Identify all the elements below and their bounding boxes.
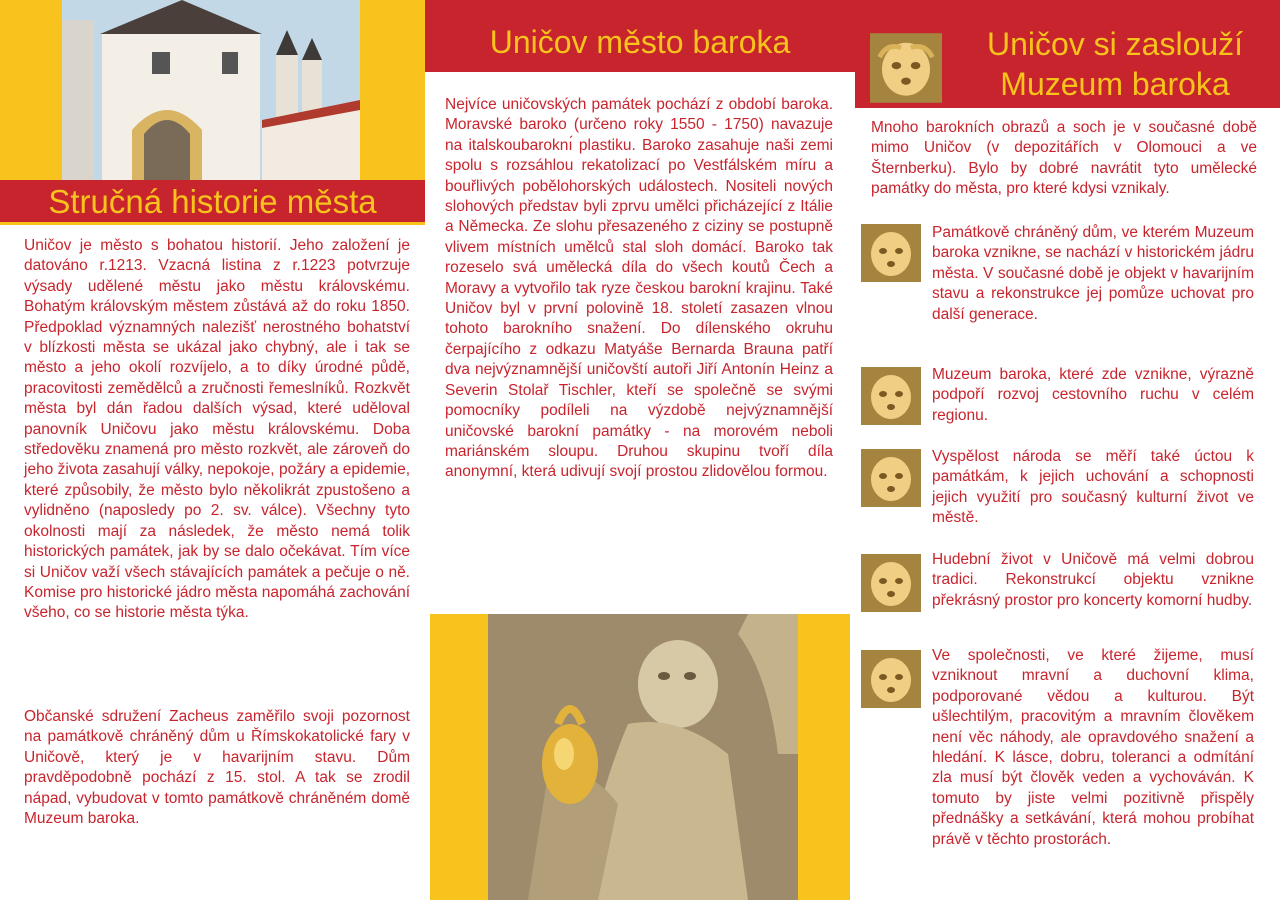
cherub-head-icon xyxy=(861,650,921,708)
cherub-head-icon xyxy=(870,32,942,104)
museum-point: Muzeum baroka, které zde vznikne, výrazně podpoří rozvoj cestovního ruchu v celém regionu. xyxy=(932,366,1254,424)
museum-intro: Mnoho barokních obrazů a soch je v současné době mimo Uničov (v depozitářích v Olomouci a ve Šternberku). Bylo by dobré navrátit tyto umělecké památky do města, pro které kdysi vznikaly. xyxy=(871,119,1257,198)
baroque-paragraph: Nejvíce uničovských památek pochází z období baroka. Moravské baroko (určeno roky 1550 - 1750) navazuje na italskoubaroknı́ plastiku. Baroko zasahuje naši zemi spolu s rozsáhlou rekatolizací po Vestfálském míru a bouřlivých pobělohorských událostech. Nositeli nových slohových představ byli zprvu umělci přicházející z Itálie a Německa. Ze slohu přesazeného z ciziny se postupně vlivem místních umělců stal sloh domácí. Baroko tak rozeselo svá umělecká díla do všech koutů Čech a Moravy a vytvořilo tak ryze českou barokní krajinu. Také Uničov byl v první polovině 18. století zasazen vlnou tohoto barokního snažení. Do dílenského okruhu čerpajícího z odkazu Matyáše Bernarda Brauna patří dva nejvýznamnější uničovští autoři Jiří Antonín Heinz a Severin Stolař Tischler, kteří se společně se svými pomocníky podíleli na výzdobě nejvýznamnější uničovské barokní památky - na morovém neboli mariánském sloupu. Druhou skupinu tvoří díla anonymní, která udivují svojí prostou zlidovělou formou. xyxy=(445,96,833,481)
museum-point: Hudební život v Uničově má velmi dobrou tradici. Rekonstrukcí objektu vznikne překrásný prostor pro koncerty komorní hudby. xyxy=(932,551,1254,609)
zacheus-paragraph: Občanské sdružení Zacheus zaměřilo svoji pozornost na památkově chráněný dům u Římskokatolické fary v Uničově, který je v havarijním stavu. Dům pravděpodobně pochází z 15. stol. A tak se zrodil nápad, vybudovat v tomto památkově chráněném domě Muzeum baroka. xyxy=(24,708,410,828)
museum-point: Vyspělost národa se měří také úctou k památkám, k jejich uchování a schopnosti jejich využití pro současný kulturní život ve městě. xyxy=(932,448,1254,527)
cherub-statue-photo xyxy=(488,614,798,900)
baroque-column xyxy=(425,0,855,900)
museum-title-line1: Uničov si zaslouží xyxy=(986,26,1244,62)
history-column xyxy=(0,0,425,900)
museum-title-line2: Muzeum baroka xyxy=(1000,66,1230,102)
cherub-head-icon xyxy=(861,554,921,612)
museum-point: Ve společnosti, ve které žijeme, musí vzniknout mravní a duchovní klima, podporované vědou a kulturou. Být ušlechtilým, pracovitým a mravním člověkem není věc náhody, ale opravdového snažení a hledání. K lásce, dobru, toleranci a odmítání zla musí být člověk veden a vychováván. K tomuto by jiste velmi pozitivně přispěly přednášky a setkávání, která mohou probíhat právě v těchto prostorách. xyxy=(932,647,1254,848)
museum-point: Památkově chráněný dům, ve kterém Muzeum baroka vznikne, se nachází v historickém jádru města. V současné době je objekt v havarijním stavu a rekonstrukce jej pomůze uchovat pro další generace. xyxy=(932,224,1254,323)
history-title: Stručná historie města xyxy=(48,183,377,220)
town-gate-photo xyxy=(62,0,360,180)
cherub-head-icon xyxy=(861,449,921,507)
cherub-head-icon xyxy=(861,224,921,282)
cherub-head-icon xyxy=(861,367,921,425)
baroque-title: Uničov město baroka xyxy=(489,24,791,60)
museum-title xyxy=(955,24,1275,104)
history-paragraph: Uničov je město s bohatou historií. Jeho založení je datováno r.1213. Vzacná listina z r.1223 potvrzuje výsady udělené městu jako městu královskému. Bohatým královským městem zůstává až do roku 1850. Předpoklad významných nalezišť nerostného bohatství v blízkosti města se ukázal jako chybný, ale i tak se město a jeho okolí rozvíjelo, a to díky úrodné půdě, pracovitosti zemědělců a zručnosti řemeslníků. Rozkvět města byl dán řadou dalších výsad, které uděloval panovník Uničovu jako městu královskému. Doba středověku znamená pro město rozkvět, ale zároveň do jeho života zasahují války, nepokoje, požáry a epidemie, které způsobily, že město bylo několikrát zpustošeno a vylidněno (naposledy po 2. sv. válce). Všechny tyto okolnosti mají za následek, že město nemá tolik historických památek, jak by se dalo očekávat. Tím více si Uničov važí všech stávajících památek a pečuje o ně. Komise pro historické jádro města napomáhá zachování všeho, co se historie města týka. xyxy=(24,237,410,622)
museum-column xyxy=(855,0,1280,900)
